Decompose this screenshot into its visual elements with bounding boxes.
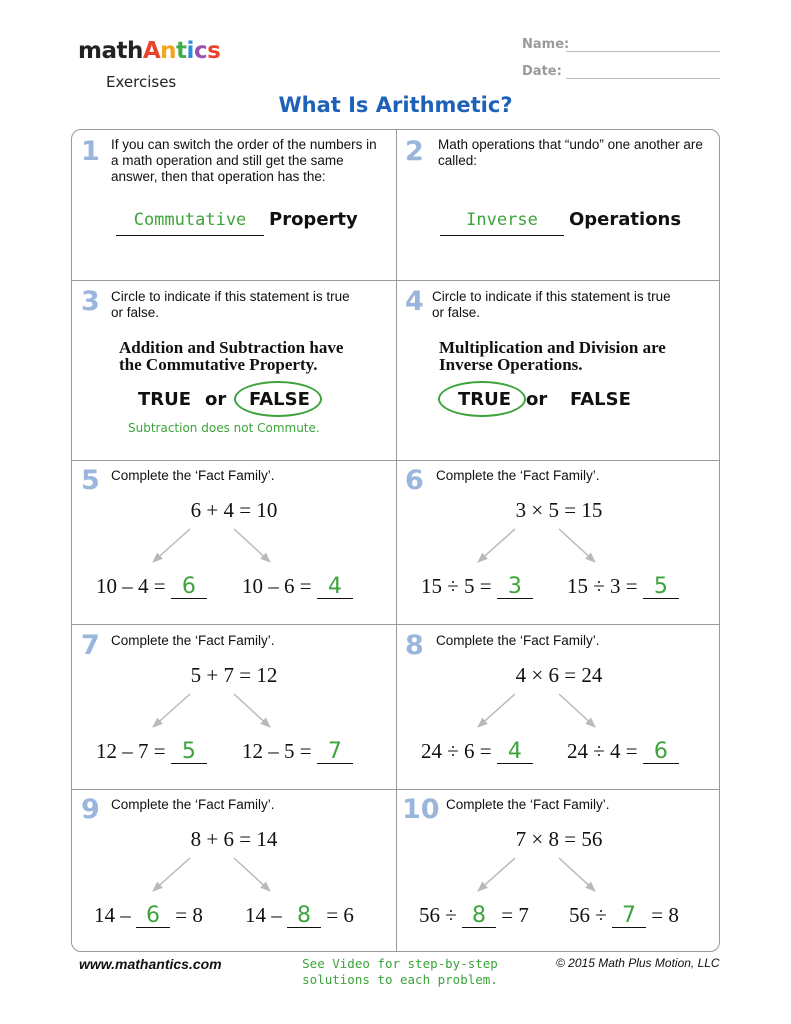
- answer-suffix: Operations: [569, 209, 682, 230]
- left-arrow: [478, 529, 515, 562]
- name-label: Name:: [522, 37, 570, 52]
- equation-text: = 8: [646, 903, 679, 927]
- answer-blank[interactable]: [440, 235, 564, 236]
- equation-text: 56 ÷: [419, 903, 463, 927]
- right-arrow: [559, 529, 595, 562]
- fact-equation: 3 × 5 = 15: [515, 498, 603, 522]
- logo-letter-i: i: [186, 38, 194, 64]
- problem-1: [72, 130, 396, 280]
- false-option[interactable]: FALSE: [570, 389, 631, 410]
- right-arrow: [559, 694, 595, 727]
- logo-letter-n: n: [160, 38, 177, 64]
- answer-suffix: Property: [269, 209, 358, 230]
- problem-instructions: Math operations that “undo” one another are called:: [438, 137, 703, 168]
- right-arrow: [559, 858, 595, 891]
- equation-text: 24 ÷ 4 =: [567, 739, 643, 763]
- problem-instructions: If you can switch the order of the numbers in a math operation and still get the same answer, then that operation has the:: [111, 137, 377, 184]
- answer-blank[interactable]: 7: [612, 905, 646, 928]
- problem-number: 8: [405, 630, 424, 661]
- answer-blank[interactable]: 5: [643, 576, 679, 599]
- video-note: See Video for step-by-step solutions to each problem.: [302, 956, 498, 987]
- left-arrow: [153, 694, 190, 727]
- date-label: Date:: [522, 64, 562, 79]
- answer-blank[interactable]: 8: [462, 905, 496, 928]
- copyright: © 2015 Math Plus Motion, LLC: [556, 956, 720, 970]
- problem-8: [397, 625, 721, 789]
- problem-3: [72, 281, 396, 460]
- left-equation: [96, 574, 207, 599]
- logo-letter-c: c: [193, 38, 208, 64]
- statement: Addition and Subtraction have the Commutative Property.: [119, 338, 344, 374]
- name-field[interactable]: [522, 37, 569, 52]
- or-label: or: [205, 389, 227, 410]
- problem-number: 10: [402, 794, 440, 825]
- answer-blank[interactable]: 5: [171, 741, 207, 764]
- answer-blank[interactable]: 4: [317, 576, 353, 599]
- left-equation: [421, 574, 533, 599]
- problem-number: 9: [81, 794, 100, 825]
- equation-text: = 6: [321, 903, 354, 927]
- answer-blank[interactable]: 6: [643, 741, 679, 764]
- equation-text: = 8: [170, 903, 203, 927]
- false-option[interactable]: FALSE: [249, 389, 310, 410]
- logo-letter-s: s: [207, 38, 221, 64]
- problem-10: [397, 790, 721, 952]
- fact-arrows: [397, 461, 721, 624]
- right-equation: [242, 739, 353, 764]
- logo-letter-a: A: [142, 38, 161, 64]
- problem-6: [397, 461, 721, 624]
- answer-blank[interactable]: 8: [287, 905, 321, 928]
- problem-number: 4: [405, 286, 424, 317]
- true-option[interactable]: TRUE: [138, 389, 192, 410]
- equation-text: 14 –: [94, 903, 136, 927]
- equation-text: 12 – 7 =: [96, 739, 171, 763]
- name-line: [566, 51, 720, 52]
- problem-instructions: Complete the ‘Fact Family’.: [446, 797, 610, 812]
- logo-math: math: [78, 38, 143, 64]
- or-label: or: [526, 389, 548, 410]
- left-equation: [94, 903, 203, 928]
- equation-text: 14 –: [245, 903, 287, 927]
- website-link[interactable]: www.mathantics.com: [79, 956, 222, 972]
- equation-text: 24 ÷ 6 =: [421, 739, 497, 763]
- left-equation: [96, 739, 207, 764]
- problem-number: 2: [405, 136, 424, 167]
- statement: Multiplication and Division are Inverse Operations.: [439, 338, 666, 374]
- answer-blank[interactable]: 6: [171, 576, 207, 599]
- answer-note: Subtraction does not Commute.: [128, 421, 320, 435]
- answer-text: Inverse: [466, 210, 538, 230]
- fact-arrows: [72, 625, 396, 789]
- left-arrow: [153, 858, 190, 891]
- equation-text: 10 – 6 =: [242, 574, 317, 598]
- right-equation: [567, 739, 679, 764]
- equation-text: = 7: [496, 903, 529, 927]
- right-equation: [242, 574, 353, 599]
- date-line: [566, 78, 720, 79]
- right-equation: [569, 903, 679, 928]
- equation-text: 15 ÷ 5 =: [421, 574, 497, 598]
- right-equation: [567, 574, 679, 599]
- left-arrow: [478, 858, 515, 891]
- answer-blank[interactable]: 3: [497, 576, 533, 599]
- problem-instructions: Complete the ‘Fact Family’.: [111, 797, 275, 812]
- date-field[interactable]: [522, 64, 562, 79]
- fact-equation: 7 × 8 = 56: [515, 827, 603, 851]
- problem-number: 3: [81, 286, 100, 317]
- fact-equation: 8 + 6 = 14: [190, 827, 278, 851]
- equation-text: 15 ÷ 3 =: [567, 574, 643, 598]
- problem-number: 6: [405, 465, 424, 496]
- fact-arrows: [72, 461, 396, 624]
- right-equation: [245, 903, 354, 928]
- problem-instructions: Complete the ‘Fact Family’.: [111, 468, 275, 483]
- problem-instructions: Circle to indicate if this statement is true or false.: [432, 289, 671, 320]
- logo-letter-t: t: [176, 38, 187, 64]
- page-title: What Is Arithmetic?: [278, 93, 513, 117]
- equation-text: 12 – 5 =: [242, 739, 317, 763]
- problem-5: [72, 461, 396, 624]
- equation-text: 10 – 4 =: [96, 574, 171, 598]
- fact-equation: 5 + 7 = 12: [190, 663, 278, 687]
- problem-4: [397, 281, 721, 460]
- problem-instructions: Complete the ‘Fact Family’.: [436, 633, 600, 648]
- logo-subtitle: Exercises: [106, 73, 177, 91]
- problem-number: 5: [81, 465, 100, 496]
- right-arrow: [234, 858, 270, 891]
- answer-blank[interactable]: 4: [497, 741, 533, 764]
- answer-blank[interactable]: [116, 235, 264, 236]
- problem-2: [397, 130, 721, 280]
- left-equation: [419, 903, 529, 928]
- left-equation: [421, 739, 533, 764]
- problem-number: 7: [81, 630, 100, 661]
- fact-equation: 6 + 4 = 10: [190, 498, 278, 522]
- problem-7: [72, 625, 396, 789]
- problem-number: 1: [81, 136, 100, 167]
- left-arrow: [478, 694, 515, 727]
- fact-arrows: [397, 625, 721, 789]
- fact-equation: 4 × 6 = 24: [515, 663, 603, 687]
- problem-9: [72, 790, 396, 952]
- problems-grid: [71, 129, 720, 952]
- answer-text: Commutative: [133, 210, 247, 230]
- true-option[interactable]: TRUE: [458, 389, 512, 410]
- answer-blank[interactable]: 6: [136, 905, 170, 928]
- problem-instructions: Complete the ‘Fact Family’.: [111, 633, 275, 648]
- problem-instructions: Circle to indicate if this statement is true or false.: [111, 289, 350, 320]
- right-arrow: [234, 694, 270, 727]
- problem-instructions: Complete the ‘Fact Family’.: [436, 468, 600, 483]
- right-arrow: [234, 529, 270, 562]
- left-arrow: [153, 529, 190, 562]
- equation-text: 56 ÷: [569, 903, 613, 927]
- answer-blank[interactable]: 7: [317, 741, 353, 764]
- math-antics-logo: [78, 38, 221, 91]
